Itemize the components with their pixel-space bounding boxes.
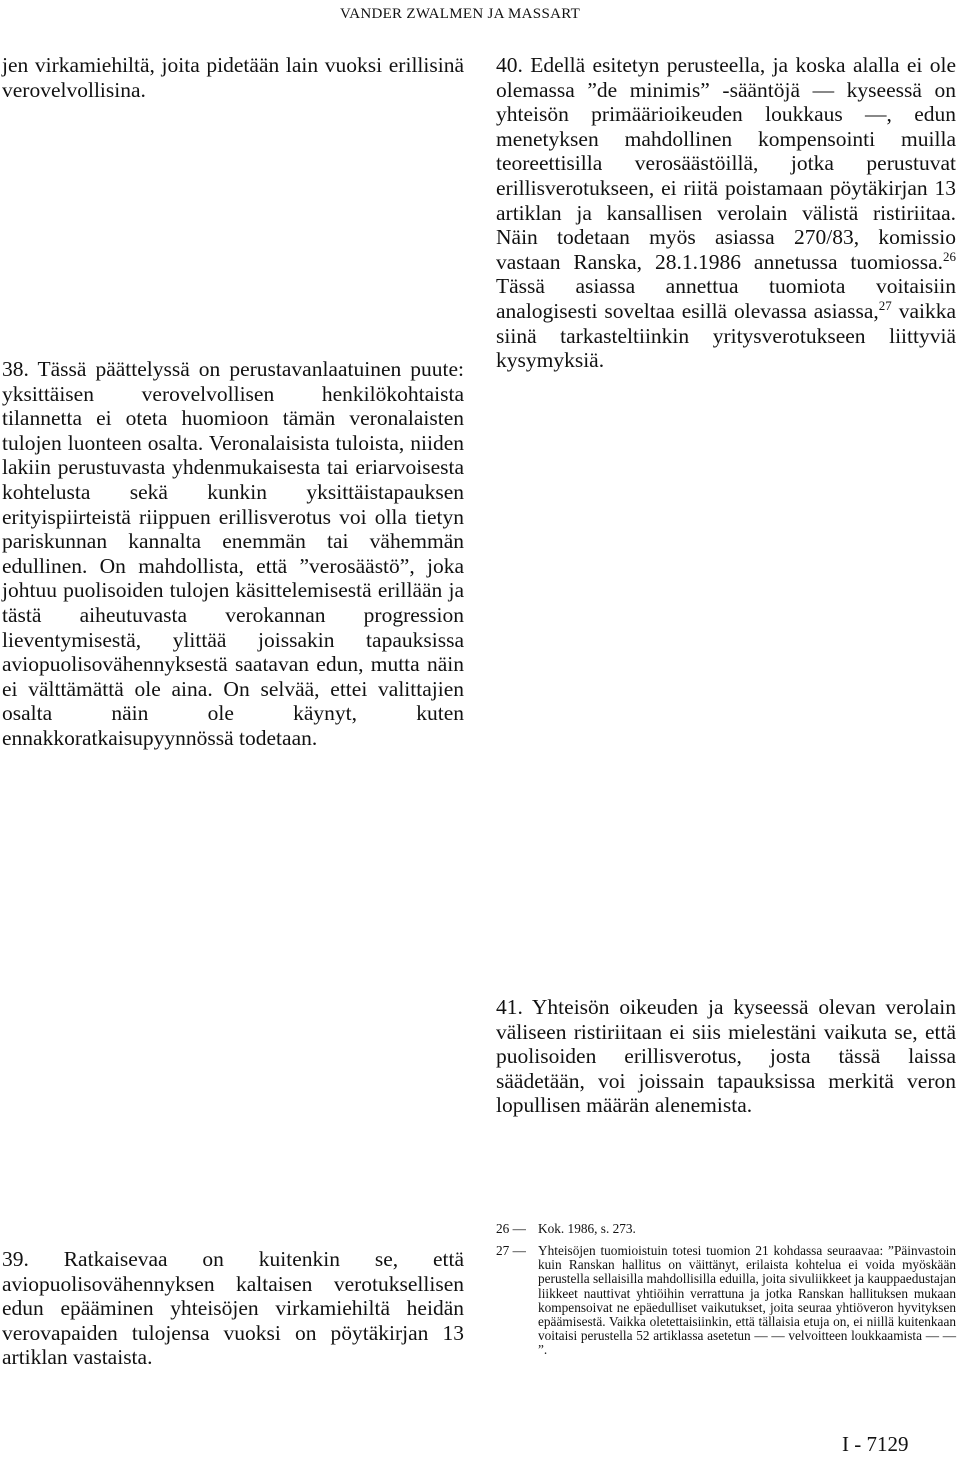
paragraph-continuation: jen virkamiehiltä, joita pidetään lain vuoksi erillisinä verovelvollisina. bbox=[2, 53, 464, 102]
footnote-ref-27[interactable]: 27 bbox=[878, 297, 892, 313]
paragraph-40-text-c: vaikka siinä tarkasteltiinkin yritysverotukseen liittyviä kysymyksiä. bbox=[496, 298, 956, 373]
footnote-26-text: Kok. 1986, s. 273. bbox=[538, 1221, 636, 1236]
footnote-26 bbox=[496, 1222, 956, 1236]
paragraph-39: 39. Ratkaisevaa on kuitenkin se, että aviopuolisovähennyksen kaltaisen verotuksellisen edun epääminen yhteisöjen virkamiehiltä heidän verovapaiden tulojensa vuoksi on pöytäkirjan 13 artiklan vastaista. bbox=[2, 1247, 464, 1370]
paragraph-40-text-a: 40. Edellä esitetyn perusteella, ja koska alalla ei ole olemassa ”de minimis” -sääntöjä — kyseessä on yhteisön primäärioikeuden loukkaus —, edun menetyksen mahdollinen kompensointi muilla teoreettisilla verosäästöillä, jotka perustuvat erillisverotukseen, ei riitä poistamaan pöytäkirjan 13 artiklan ja kansallisen verolain välistä ristiriitaa. Näin todetaan myös asiassa 270/83, komissio vastaan Ranska, 28.1.1986 annetussa tuomiossa. bbox=[496, 53, 956, 274]
footnote-26-label: 26 — bbox=[496, 1221, 526, 1236]
footnote-ref-26[interactable]: 26 bbox=[943, 248, 956, 264]
paragraph-40 bbox=[496, 53, 956, 373]
paragraph-41: 41. Yhteisön oikeuden ja kyseessä olevan verolain väliseen ristiriitaan ei siis mielestäni vaikuta se, että puolisoiden erillisverotus, josta tässä laissa säädetään, voi joissain tapauksissa merkitä veron lopullisen määrän alenemista. bbox=[496, 995, 956, 1118]
footnote-27-text: Yhteisöjen tuomioistuin totesi tuomion 21 kohdassa seuraavaa: ”Päinvastoin kuin Ranskan hallitus on väittänyt, erilaista kohtelua ei voida myöskään perustella sellaisilla mahdollisilla eduilla, joita sivuliikkeet ja kauppaedustajan liikkeet nauttivat yhtiöihin verrattuna ja jotka Ranskan hallituksen mukaan kompensoivat ne epäedulliset vaikutukset, joita seuraa yhtiöveron hyvityksen epäämisestä. Vaikka oletettaisiinkin, että tällaisia etuja on, ei niillä kuitenkaan voitaisi perustella 52 artiklassa asetetun — — velvoitteen loukkaamista — — ”. bbox=[538, 1243, 957, 1358]
footnote-27 bbox=[496, 1244, 956, 1358]
page-number: I - 7129 bbox=[842, 1432, 909, 1456]
paragraph-38: 38. Tässä päättelyssä on perustavanlaatuinen puute: yksittäisen verovelvollisen henkilökohtaista tilannetta ei oteta huomioon tämän veronalaisten tulojen luonteen osalta. Veronalaisista tuloista, niiden lakiin perustuvasta yhdenmukaisesta tai eriarvoisesta kohtelusta sekä kunkin yksittäistapauksen erityispiirteistä riippuen erillisverotus voi olla tietyn pariskunnan kannalta enemmän tai vähemmän edullinen. On mahdollista, että ”verosäästö”, joka johtuu puolisoiden tulojen käsittelemisestä erillään ja tästä aiheutuvasta verokannan progression lieventymisestä, ylittää joissakin tapauksissa aviopuolisovähennyksestä saatavan edun, mutta näin ei välttämättä ole aina. On selvää, ettei valittajien osalta näin ole käynyt, kuten ennakkoratkaisupyynnössä todetaan. bbox=[2, 357, 464, 750]
paragraph-40-text-b: Tässä asiassa annettua tuomiota voitaisiin analogisesti soveltaa esillä olevassa asiassa, bbox=[496, 274, 956, 323]
footnote-27-label: 27 — bbox=[496, 1243, 526, 1258]
running-header: VANDER ZWALMEN JA MASSART bbox=[340, 6, 581, 22]
